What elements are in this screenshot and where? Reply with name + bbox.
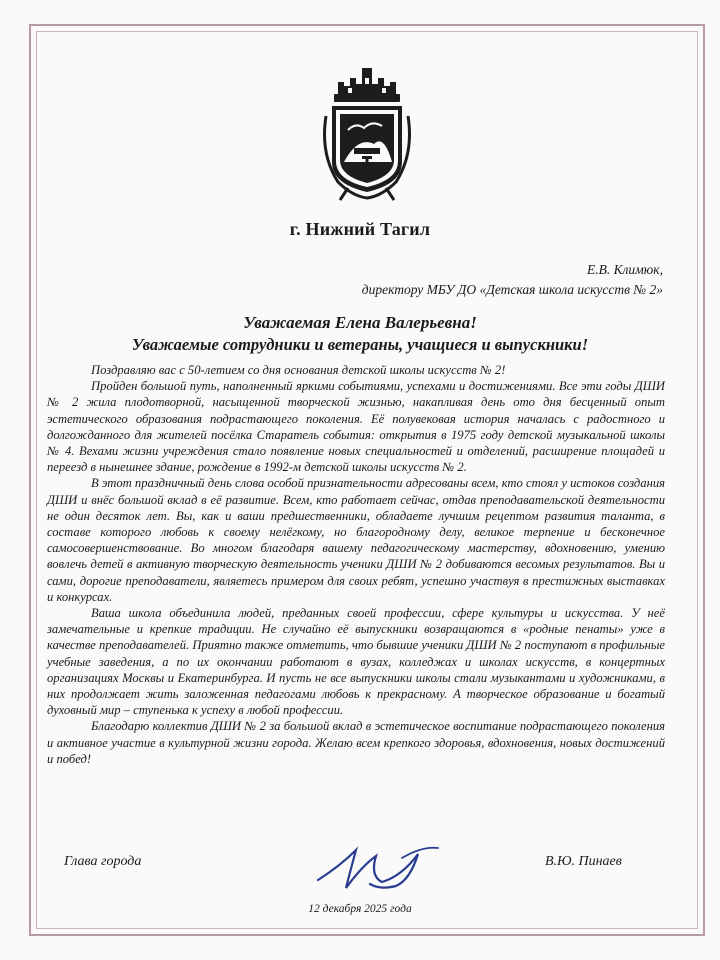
city-title: г. Нижний Тагил — [289, 219, 431, 239]
addressee-position: директору МБУ ДО «Детская школа искусств № 2» — [361, 282, 663, 297]
signature-icon — [310, 836, 445, 898]
body-paragraph: В этот праздничный день слова особой признательности адресованы всем, кто стоял у истоков создания ДШИ и внёс большой вклад в её развитие. Всем, кто работает сейчас, отдав преподавательской деятельности не один десяток лет. Вы, как и ваши предшественники, обладаете лучшим рецептом развития таланта, в составе которого любовь к своему нелёгкому, но благородному делу, великое терпение и бесконечное самосовершенствование. Во многом благодаря вашему педагогическому мастерству, вдохновению, умению вовлечь детей в активную творческую деятельность ученики ДШИ № 2 добиваются весомых результатов. Вы и сами, дорогие преподаватели, являетесь примером для своих ребят, успешно участвуя в престижных выставках и конкурсах. — [47, 476, 665, 604]
letter-date: 12 декабря 2025 года — [308, 903, 412, 915]
letter-body — [47, 362, 665, 767]
greeting-collective: Уважаемые сотрудники и ветераны, учащиеся и выпускники! — [131, 335, 589, 354]
greeting-personal: Уважаемая Елена Валерьевна! — [243, 313, 477, 332]
signatory-title: Глава города — [64, 854, 142, 869]
coat-of-arms-icon — [318, 64, 416, 202]
body-paragraph: Поздравляю вас с 50-летием со дня основания детской школы искусств № 2! — [91, 363, 506, 377]
addressee-name: Е.В. Климюк, — [586, 262, 663, 277]
body-paragraph: Ваша школа объединила людей, преданных своей профессии, сфере культуры и искусства. У неё замечательные и крепкие традиции. Не случайно её выпускники возвращаются в «родные пенаты» уже в качестве преподавателей. Приятно также отметить, что бывшие ученики ДШИ № 2 поступают в профильные учебные заведения, а по их окончании работают в вузах, колледжах и школах искусств, в концертных организациях Москвы и Екатеринбурга. И пусть не все выпускники школы стали музыкантами и художниками, в них продолжает жить заложенная педагогами любовь к прекрасному. А творческое образование и богатый духовный мир – ступенька к успеху в любой профессии. — [47, 606, 665, 718]
body-paragraph: Благодарю коллектив ДШИ № 2 за большой вклад в эстетическое воспитание подрастающего поколения и активное участие в культурной жизни города. Желаю всем крепкого здоровья, вдохновения, новых достижений и побед! — [47, 719, 665, 766]
body-paragraph: Пройден большой путь, наполненный яркими событиями, успехами и достижениями. Все эти годы ДШИ № 2 жила плодотворной, насыщенной творческой жизнью, накапливая день ото дня бесценный опыт эстетического образования подрастающего поколения. Её полувековая история началась с радостного и долгожданного для жителей посёлка Старатель события: открытия в 1975 году детской музыкальной школы № 4. Вехами жизни учреждения стало появление новых специальностей и отделений, расширение площадей и переезд в нынешнее здание, рождение в 1992-м детской школы искусств № 2. — [47, 379, 665, 475]
addressee-block — [362, 260, 663, 300]
signatory-name: В.Ю. Пинаев — [545, 854, 622, 869]
